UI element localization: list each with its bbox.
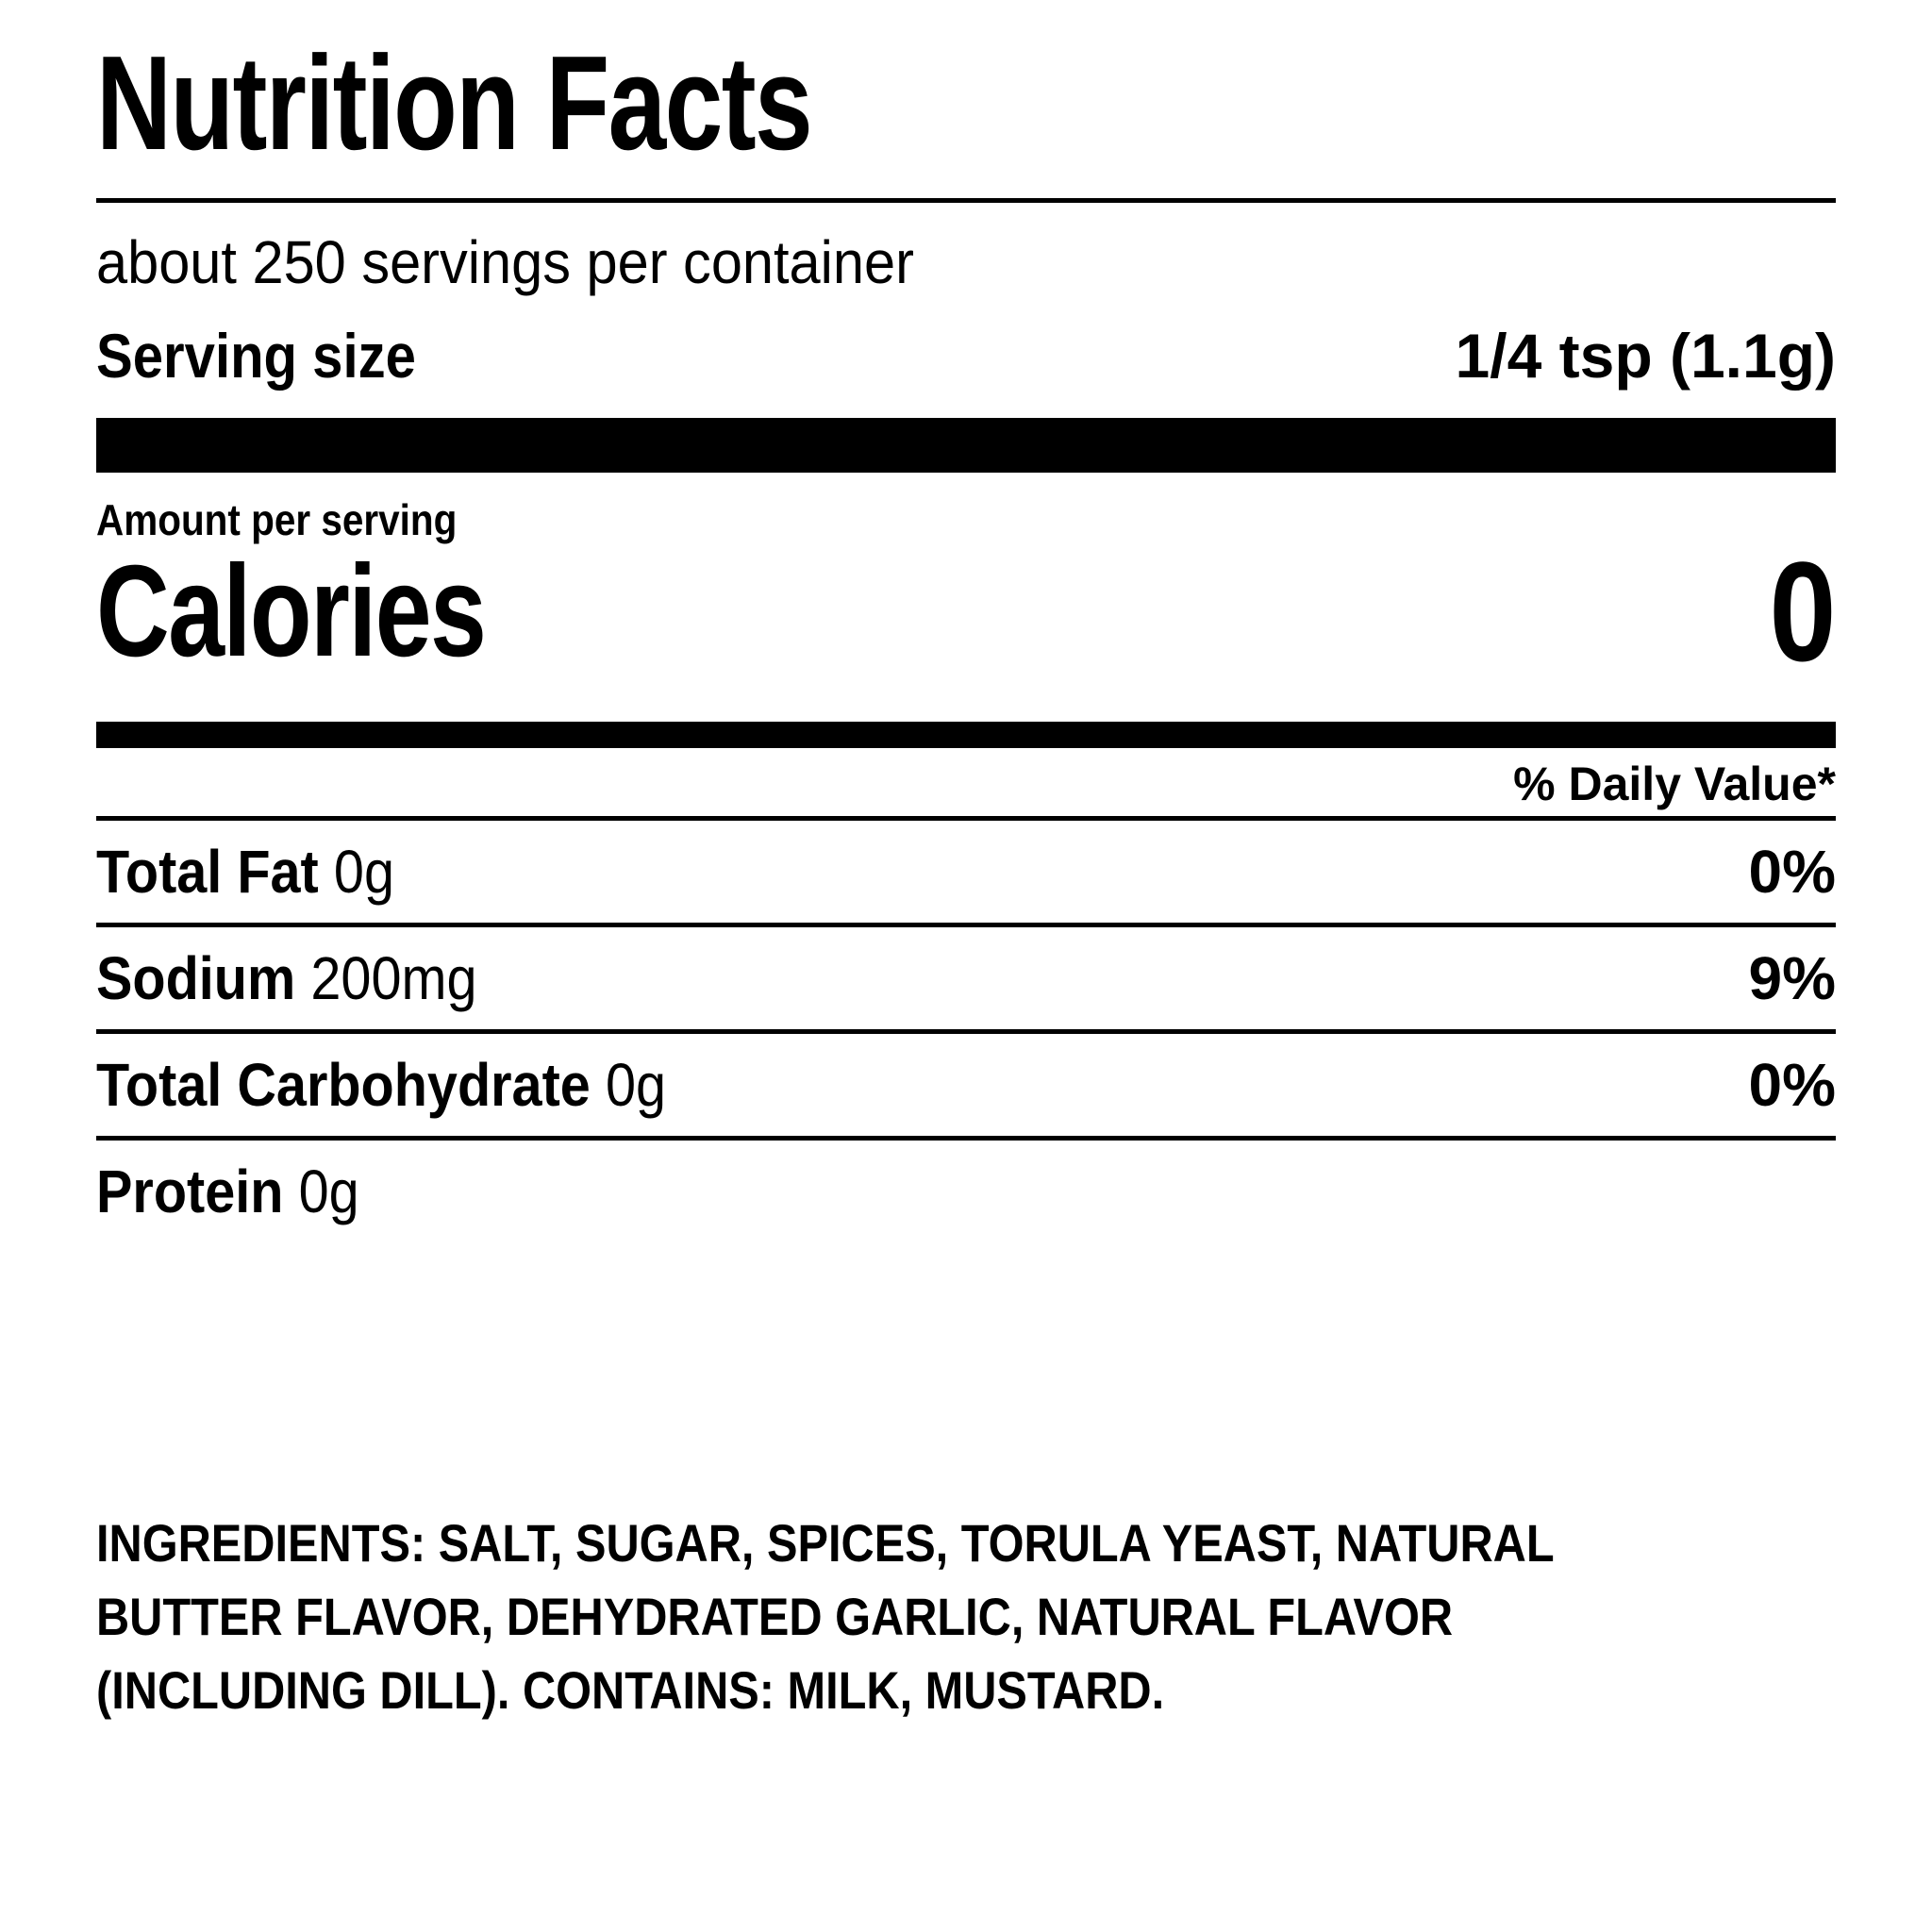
servings-per-container-text: about 250 servings per container [96, 228, 914, 296]
nutrient-left-group [96, 1052, 666, 1118]
nutrient-amount: 0g [298, 1158, 359, 1225]
serving-size-value: 1/4 tsp (1.1g) [1455, 321, 1836, 391]
nutrient-left-group [96, 839, 394, 905]
title-divider [96, 198, 1836, 203]
ingredients-line-text: BUTTER FLAVOR, DEHYDRATED GARLIC, NATURAL FLAVOR [96, 1587, 1454, 1646]
ingredients-line-text: (INCLUDING DILL). CONTAINS: MILK, MUSTARD. [96, 1660, 1165, 1720]
thick-divider [96, 418, 1836, 473]
nutrient-row-sodium [96, 927, 1836, 1029]
ingredients-line [96, 1507, 1836, 1580]
medium-divider [96, 722, 1836, 748]
nutrition-facts-label [96, 0, 1836, 1727]
calories-label-text: Calories [96, 539, 486, 684]
calories-value-text: 0 [1769, 532, 1836, 691]
amount-per-serving-text: Amount per serving [96, 495, 458, 544]
nutrient-daily-value: 9% [1748, 944, 1836, 1012]
nutrient-amount: 200mg [310, 944, 477, 1012]
nutrient-name: Total Fat [96, 838, 319, 906]
label-title-text: Nutrition Facts [96, 28, 812, 178]
nutrient-daily-value: 0% [1748, 838, 1836, 906]
ingredients-line [96, 1580, 1836, 1654]
ingredients-text [96, 1507, 1836, 1727]
nutrient-name: Protein [96, 1158, 284, 1225]
nutrient-row-total-fat [96, 821, 1836, 923]
serving-size-label: Serving size [96, 321, 416, 391]
nutrient-amount: 0g [606, 1051, 667, 1119]
nutrient-row-protein [96, 1141, 1836, 1242]
nutrient-name: Sodium [96, 944, 296, 1012]
nutrient-left-group [96, 1158, 359, 1224]
label-title [96, 28, 1836, 178]
nutrient-amount: 0g [333, 838, 394, 906]
calories-label [96, 539, 595, 684]
nutrient-left-group [96, 945, 477, 1011]
nutrient-name: Total Carbohydrate [96, 1051, 591, 1119]
ingredients-line-text: INGREDIENTS: SALT, SUGAR, SPICES, TORULA YEAST, NATURAL [96, 1513, 1555, 1573]
nutrient-row-total-carbohydrate [96, 1034, 1836, 1136]
daily-value-header: % Daily Value* [1513, 758, 1836, 810]
amount-per-serving-label [96, 495, 1836, 544]
ingredients-line [96, 1654, 1836, 1727]
calories-row [96, 532, 1836, 691]
servings-per-container [96, 229, 1836, 295]
calories-value [1757, 532, 1836, 691]
nutrient-daily-value: 0% [1748, 1051, 1836, 1119]
serving-size-row [96, 322, 1836, 390]
